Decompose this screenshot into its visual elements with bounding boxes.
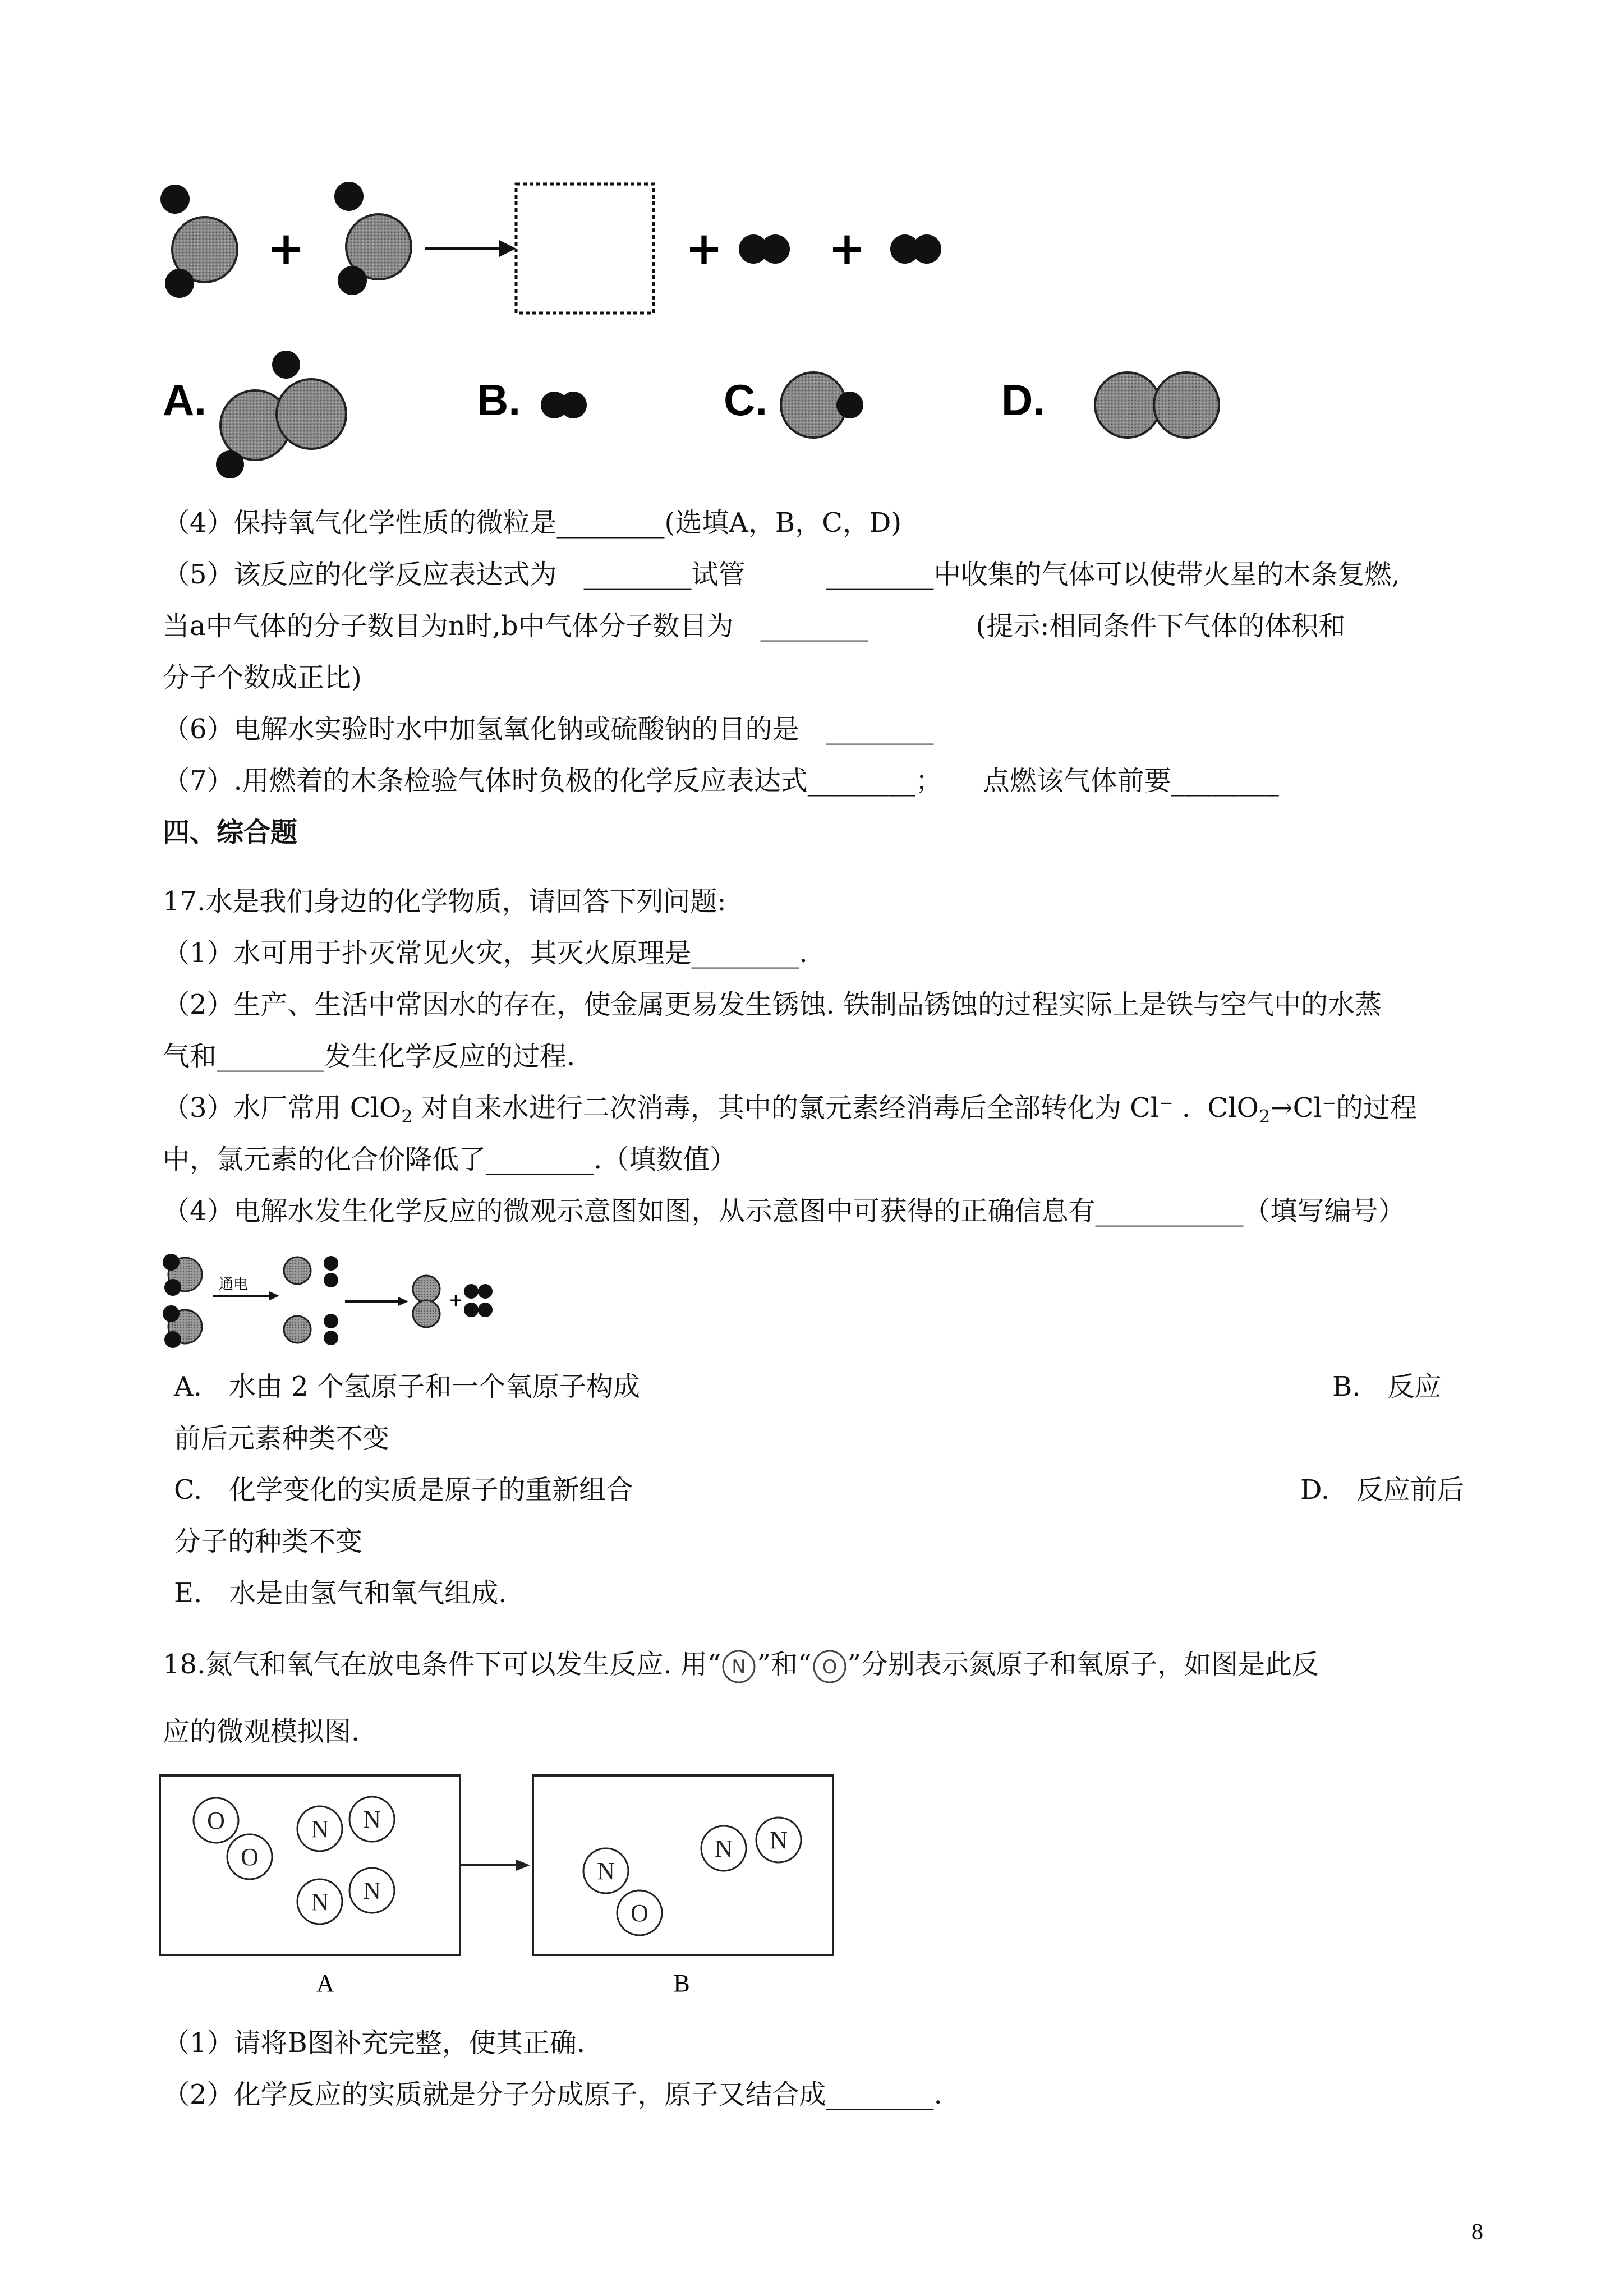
svg-text:N: N — [715, 1835, 733, 1862]
option-e: E. 水是由氢气和氧气组成. — [174, 1577, 507, 1609]
water-molecule — [163, 1254, 202, 1296]
question-17-2-line-2: 气和________发生化学反应的过程. — [163, 1041, 576, 1072]
oxygen-molecule — [413, 1276, 440, 1327]
water-molecule-2 — [334, 182, 411, 295]
question-4: （4）保持氧气化学性质的微粒是________(选填A，B，C，D) — [163, 507, 902, 539]
label-a: A — [316, 1970, 334, 1997]
water-molecule — [163, 1305, 202, 1348]
svg-text:O: O — [822, 1655, 837, 1678]
option-b-hydrogen-molecule — [541, 392, 587, 418]
option-c: C. 化学变化的实质是原子的重新组合 — [174, 1474, 633, 1506]
svg-text:N: N — [311, 1815, 329, 1843]
question-18-line-2: 应的微观模拟图. — [163, 1716, 360, 1747]
question-17-2-line-1: （2）生产、生活中常因水的存在，使金属更易发生锈蚀. 铁制品锈蚀的过程实际上是铁与空气中的水蒸 — [163, 989, 1382, 1020]
page-number: 8 — [1471, 2221, 1484, 2244]
svg-text:N: N — [363, 1877, 381, 1904]
nitrogen-oxygen-reaction-diagram — [157, 1773, 853, 1997]
question-17: 17.水是我们身边的化学物质，请回答下列问题: — [163, 886, 726, 917]
question-17-3-line-2: 中，氯元素的化合价降低了________.（填数值） — [163, 1144, 737, 1175]
hydrogen-molecules — [464, 1284, 493, 1317]
svg-text:N: N — [597, 1857, 615, 1885]
blank-product-box — [516, 184, 654, 313]
plus-sign: + — [449, 1291, 463, 1310]
svg-text:N: N — [770, 1826, 788, 1854]
label-b: B — [673, 1970, 690, 1997]
question-17-1: （1）水可用于扑灭常见火灾，其灭火原理是________. — [163, 937, 808, 969]
question-5-line-2: 当a中气体的分子数目为n时,b中气体分子数目为 ________ (提示:相同条件下气体的体积和 — [163, 610, 1346, 642]
electrolysis-label: 通电 — [219, 1276, 249, 1293]
question-17-3-line-1: （3）水厂常用 ClO$_2$ 对自来水进行二次消毒，其中的氯元素经消毒后全部转化为 Cl⁻ . ClO$_2$→Cl⁻的过程 — [163, 1092, 1417, 1128]
option-d-letter: D. — [1001, 375, 1045, 425]
svg-text:O: O — [241, 1843, 259, 1871]
nitrogen-atom-symbol — [721, 1649, 757, 1685]
answer-options-figure — [151, 342, 1245, 488]
reaction-arrow — [425, 240, 516, 257]
option-b-head: B. 反应 — [1332, 1371, 1442, 1402]
question-6: （6）电解水实验时水中加氢氧化钠或硫酸钠的目的是 ________ — [163, 714, 934, 745]
option-c-atoms — [781, 372, 863, 438]
electrolysis-diagram — [151, 1245, 516, 1358]
option-a: A. 水由 2 个氢原子和一个氧原子构成 — [174, 1371, 640, 1402]
option-d-head: D. 反应前后 — [1300, 1474, 1465, 1506]
box-b — [533, 1775, 833, 1955]
option-a-letter: A. — [163, 375, 206, 425]
svg-text:O: O — [207, 1807, 225, 1834]
reaction-diagram — [151, 174, 970, 320]
hydrogen-molecule — [890, 234, 941, 264]
section-heading: 四、综合题 — [163, 817, 298, 848]
question-5-line-1: （5）该反应的化学反应表达式为 ________试管 ________中收集的气体可以使带火星的木条复燃, — [163, 559, 1400, 590]
option-d-tail: 分子的种类不变 — [174, 1526, 363, 1557]
atoms-box-a — [194, 1797, 394, 1924]
option-a-oxygen-molecule — [216, 351, 346, 478]
option-c-letter: C. — [724, 375, 767, 425]
question-18-1: （1）请将B图补充完整，使其正确. — [163, 2027, 586, 2059]
svg-text:N: N — [732, 1655, 747, 1678]
question-18-line-1: 18.氮气和氧气在放电条件下可以发生反应. 用“ N ”和“ O ”分别表示氮原子和氧原子，如图是此反 — [163, 1646, 1319, 1685]
plus-sign: + — [267, 222, 305, 274]
option-d-oxygen-molecule — [1095, 372, 1219, 438]
question-17-4: （4）电解水发生化学反应的微观示意图如图，从示意图中可获得的正确信息有___________（填写编号） — [163, 1195, 1405, 1227]
hydrogen-molecule — [739, 234, 790, 264]
svg-text:N: N — [363, 1806, 381, 1833]
box-a — [160, 1775, 460, 1955]
water-molecule-1 — [160, 185, 237, 298]
question-5-line-3: 分子个数成正比) — [163, 662, 362, 693]
svg-text:N: N — [311, 1888, 329, 1916]
plus-sign: + — [828, 222, 866, 274]
atoms-split — [284, 1256, 338, 1345]
question-18-2: （2）化学反应的实质就是分子分成原子，原子又结合成________. — [163, 2079, 942, 2110]
atoms-box-b — [583, 1818, 801, 1935]
option-b-tail: 前后元素种类不变 — [174, 1423, 390, 1454]
question-7: （7）.用燃着的木条检验气体时负极的化学反应表达式________； 点燃该气体前要________ — [163, 765, 1279, 797]
option-b-letter: B. — [477, 375, 521, 425]
svg-text:O: O — [631, 1899, 648, 1927]
oxygen-atom-symbol — [812, 1649, 848, 1685]
plus-sign: + — [685, 222, 723, 274]
